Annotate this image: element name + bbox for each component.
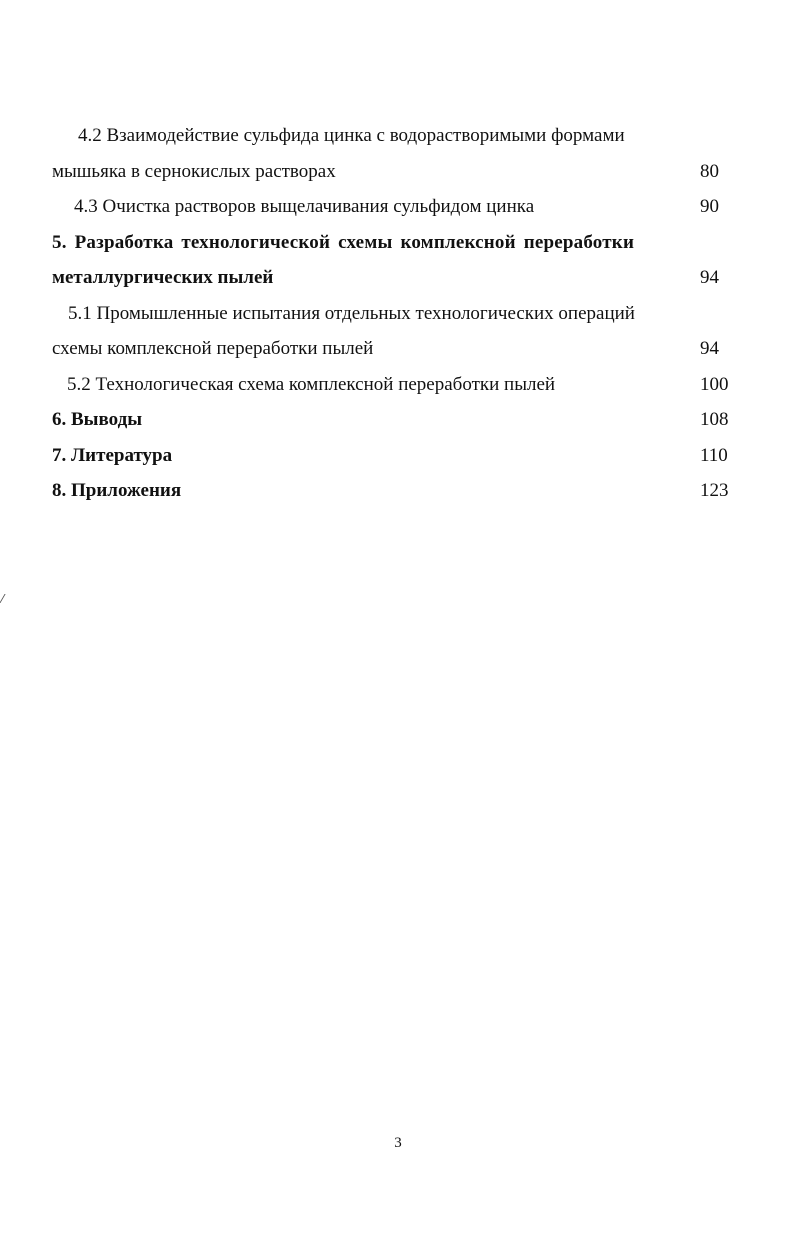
toc-line-6 [52, 402, 752, 438]
toc-entry-text: 5.1 Промышленные испытания отдельных технологических операций [68, 302, 635, 324]
toc-entry-page: 123 [700, 480, 729, 501]
toc-entry-text: 5. Разработка технологической схемы комплексной переработки [52, 231, 635, 253]
scan-artifact [0, 594, 8, 603]
toc-entry-text: 7. Литература [52, 444, 173, 466]
toc-entry-page: 108 [700, 409, 729, 430]
toc-entry-text: металлургических пылей [52, 267, 274, 288]
page-number: 3 [394, 1135, 402, 1151]
toc-line-7 [52, 438, 752, 474]
toc-line-8 [52, 473, 752, 509]
toc-entry-page: 94 [700, 338, 719, 359]
toc-line-5-part1 [52, 225, 752, 261]
toc-line-4-2-part1 [52, 118, 752, 154]
toc-line-5-1-part2 [52, 331, 752, 367]
toc-entry-text: 5.2 Технологическая схема комплексной переработки пылей [67, 373, 556, 395]
table-of-contents [52, 118, 752, 509]
toc-entry-text: 8. Приложения [52, 480, 182, 501]
toc-entry-text: 6. Выводы [52, 409, 143, 430]
toc-entry-text: 4.3 Очистка растворов выщелачивания сульфидом цинка [74, 196, 535, 217]
toc-entry-text: схемы комплексной переработки пылей [52, 338, 374, 359]
toc-entry-page: 94 [700, 267, 719, 288]
toc-entry-page: 90 [700, 196, 719, 217]
toc-line-5-2 [52, 367, 752, 403]
toc-line-4-2-part2 [52, 154, 752, 190]
toc-entry-text: мышьяка в сернокислых растворах [52, 160, 336, 182]
toc-entry-page: 100 [700, 373, 729, 395]
toc-line-5-1-part1 [52, 296, 752, 332]
toc-entry-page: 110 [700, 444, 728, 466]
toc-line-4-3 [52, 189, 752, 225]
toc-entry-page: 80 [700, 160, 719, 182]
toc-line-5-part2 [52, 260, 752, 296]
toc-entry-text: 4.2 Взаимодействие сульфида цинка с водорастворимыми формами [78, 125, 625, 146]
